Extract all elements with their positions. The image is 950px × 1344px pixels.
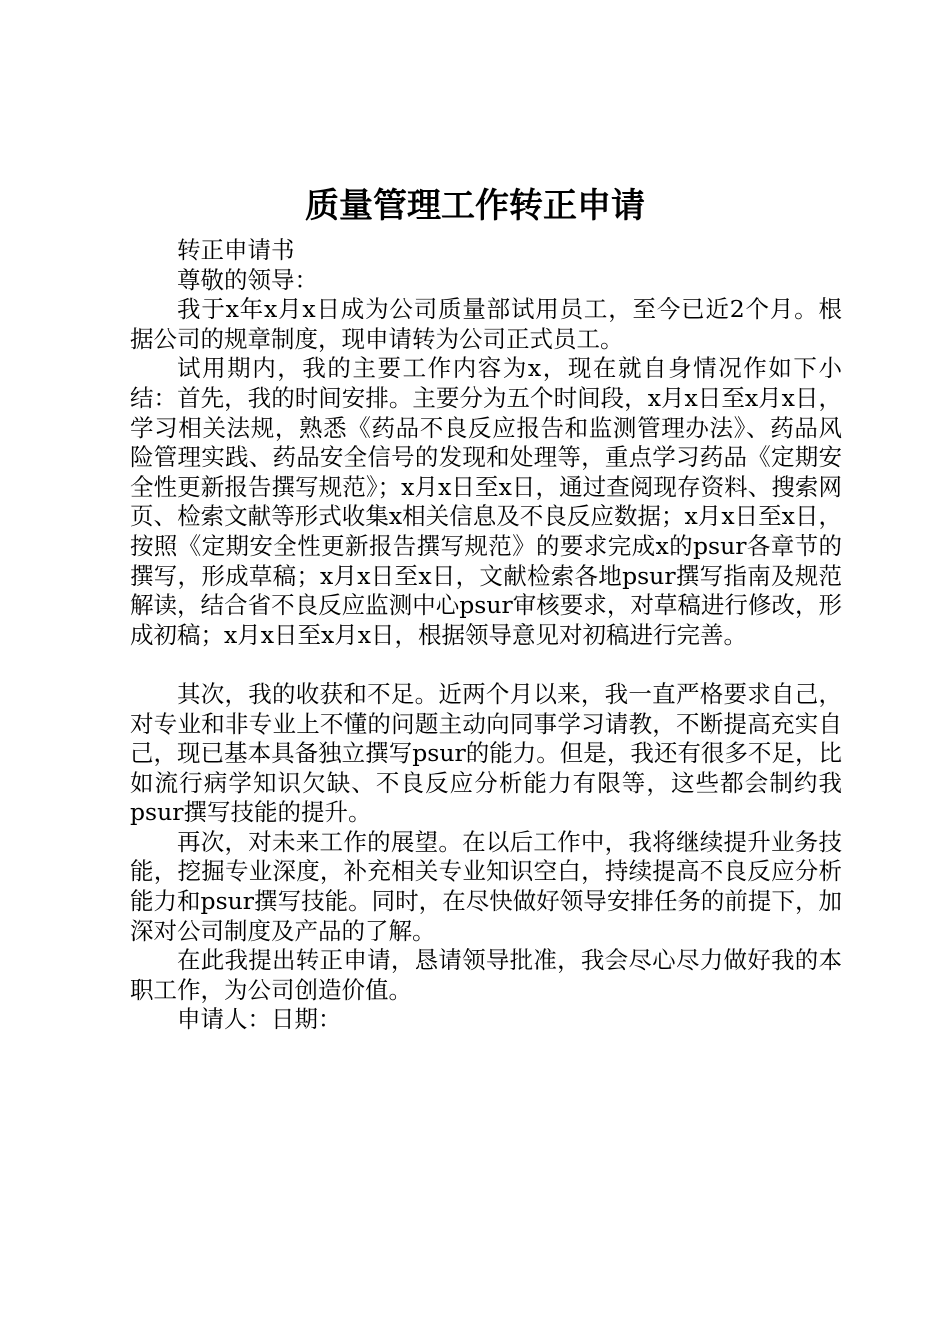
paragraph-spacer	[130, 650, 842, 680]
document-body	[130, 236, 842, 1035]
paragraph-schedule: 试用期内，我的主要工作内容为x，现在就自身情况作如下小结：首先，我的时间安排。主要分为五个时间段，x月x日至x月x日，学习相关法规，熟悉《药品不良反应报告和监测管理办法》、药品风险管理实践、药品安全信号的发现和处理等，重点学习药品《定期安全性更新报告撰写规范》；x月x日至x日，通过查阅现存资料、搜索网页、检索文献等形式收集x相关信息及不良反应数据；x月x日至x日，按照《定期安全性更新报告撰写规范》的要求完成x的psur各章节的撰写，形成草稿；x月x日至x日，文献检索各地psur撰写指南及规范解读，结合省不良反应监测中心psur审核要求，对草稿进行修改，形成初稿；x月x日至x月x日，根据领导意见对初稿进行完善。	[130, 354, 842, 649]
paragraph-heading: 转正申请书	[177, 236, 295, 264]
document-title: 质量管理工作转正申请	[305, 186, 645, 226]
paragraph-signature: 申请人：日期：	[177, 1005, 342, 1034]
paragraph-gains: 其次，我的收获和不足。近两个月以来，我一直严格要求自己，对专业和非专业上不懂的问题主动向同事学习请教，不断提高充实自己，现已基本具备独立撰写psur的能力。但是，我还有很多不足，比如流行病学知识欠缺、不良反应分析能力有限等，这些都会制约我psur撰写技能的提升。	[130, 679, 842, 827]
paragraph-outlook: 再次，对未来工作的展望。在以后工作中，我将继续提升业务技能，挖掘专业深度，补充相关专业知识空白，持续提高不良反应分析能力和psur撰写技能。同时，在尽快做好领导安排任务的前提下，加深对公司制度及产品的了解。	[130, 827, 842, 945]
paragraph-salutation: 尊敬的领导：	[177, 265, 318, 294]
paragraph-intro: 我于x年x月x日成为公司质量部试用员工，至今已近2个月。根据公司的规章制度，现申请转为公司正式员工。	[130, 295, 842, 353]
paragraph-request: 在此我提出转正申请，恳请领导批准，我会尽心尽力做好我的本职工作，为公司创造价值。	[130, 946, 842, 1004]
